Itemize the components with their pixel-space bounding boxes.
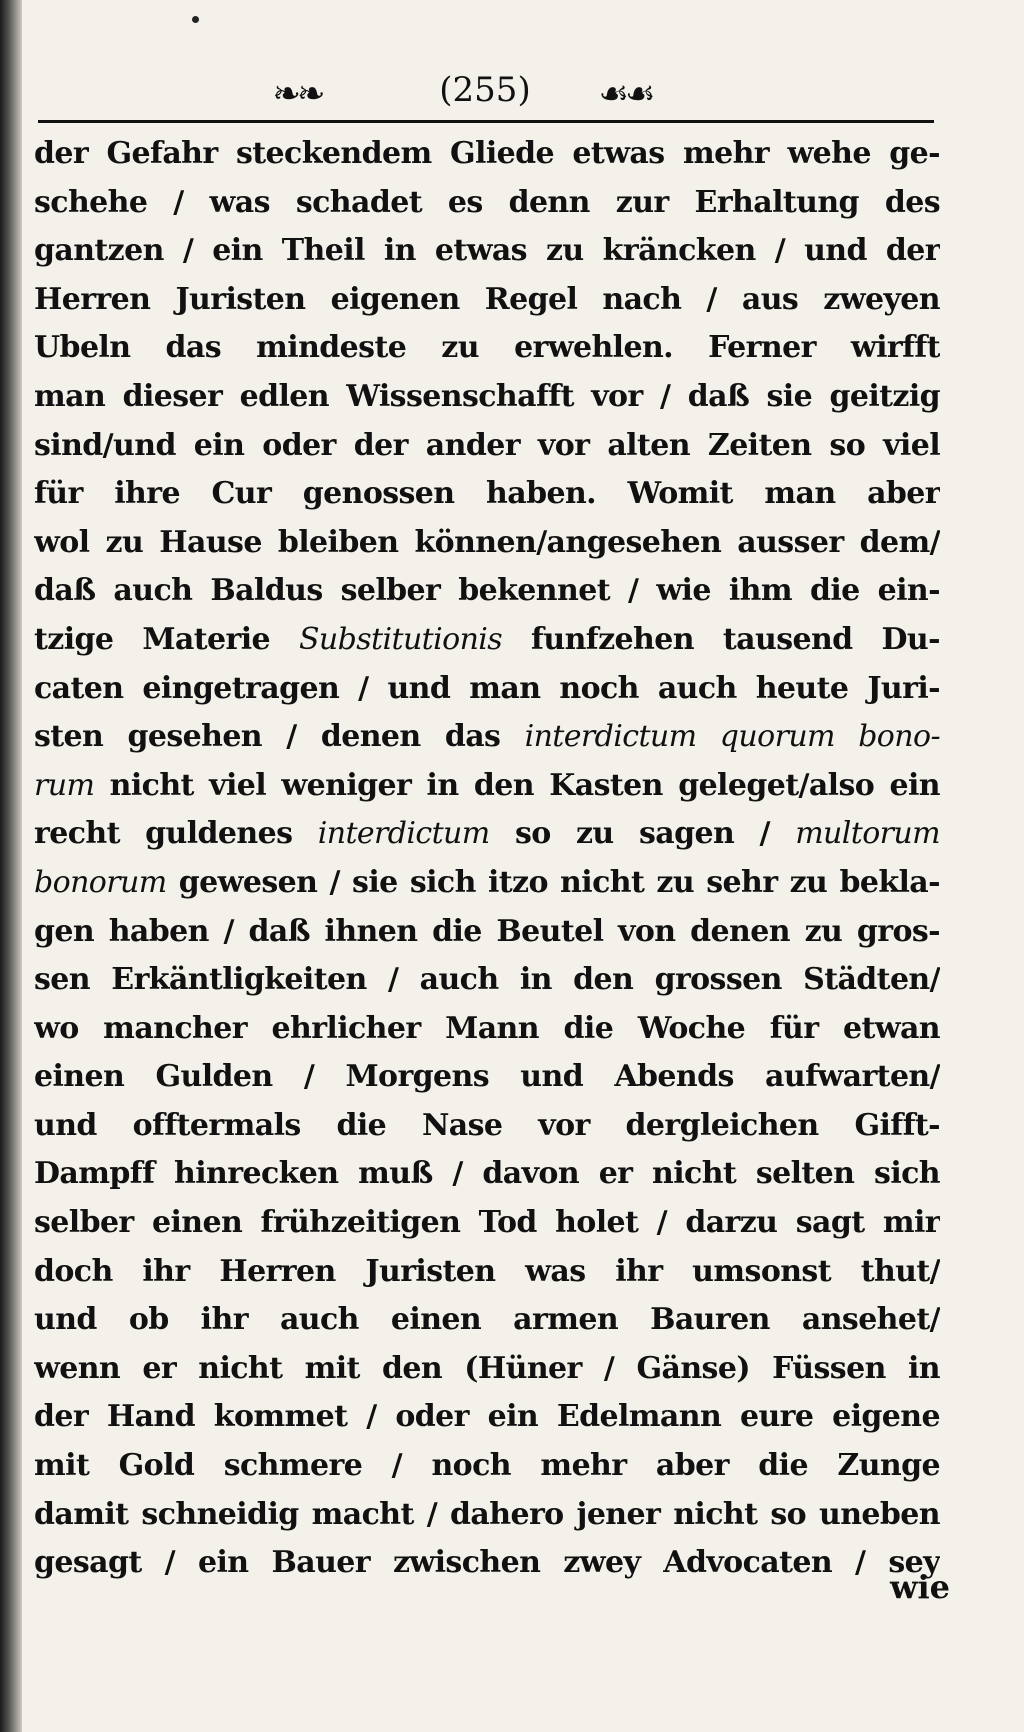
text-line: [34, 1053, 940, 1102]
text-segment: gantzen / ein Theil in etwas zu kräncken / und der: [34, 233, 940, 269]
header-rule: [38, 120, 934, 123]
text-line: [34, 665, 940, 714]
text-segment: sten gesehen / denen das: [34, 719, 525, 755]
text-line: [34, 567, 940, 616]
text-line: [34, 470, 940, 519]
text-line: [34, 1248, 940, 1297]
text-line: [34, 810, 940, 859]
text-segment: wenn er nicht mit den (Hüner / Gänse) Füssen in: [34, 1350, 940, 1386]
text-line: [34, 1150, 940, 1199]
text-line: [34, 1296, 940, 1345]
text-segment: Ubeln das mindeste zu erwehlen. Ferner wirfft: [34, 330, 940, 366]
body-text: [34, 130, 940, 1588]
text-segment: gesagt / ein Bauer zwischen zwey Advocaten / sey: [34, 1545, 940, 1581]
text-line: [34, 859, 940, 908]
latin-term: bonorum: [34, 864, 167, 900]
text-segment: gewesen / sie sich itzo nicht zu sehr zu bekla-: [166, 864, 940, 900]
text-line: [34, 1199, 940, 1248]
page-gutter-shadow: [0, 0, 22, 1732]
text-segment: mit Gold schmere / noch mehr aber die Zunge: [34, 1448, 940, 1484]
text-segment: funfzehen tausend Du-: [502, 621, 940, 657]
text-segment: man dieser edlen Wissenschafft vor / daß sie geitzig: [34, 378, 940, 414]
latin-term: Substitutionis: [298, 621, 503, 657]
latin-term: interdictum: [317, 816, 490, 852]
text-segment: Dampff hinrecken muß / davon er nicht selten sich: [34, 1156, 940, 1192]
ink-speck: [192, 16, 199, 23]
latin-term: rum: [34, 767, 95, 803]
text-line: [34, 616, 940, 665]
text-segment: damit schneidig macht / dahero jener nicht so uneben: [34, 1496, 940, 1532]
running-header: [30, 66, 940, 122]
text-line: [34, 519, 940, 568]
text-segment: für ihre Cur genossen haben. Womit man aber: [34, 476, 940, 512]
text-line: [34, 227, 940, 276]
text-line: [34, 1491, 940, 1540]
text-line: [34, 422, 940, 471]
text-line: [34, 130, 940, 179]
text-segment: selber einen frühzeitigen Tod holet / darzu sagt mir: [34, 1205, 940, 1241]
text-line: [34, 1345, 940, 1394]
text-line: [34, 324, 940, 373]
text-segment: Herren Juristen eigenen Regel nach / aus zweyen: [34, 281, 940, 317]
text-segment: und ob ihr auch einen armen Bauren ansehet/: [34, 1302, 940, 1338]
text-segment: daß auch Baldus selber bekennet / wie ihm die ein-: [34, 573, 940, 609]
text-line: [34, 713, 940, 762]
catchword: wie: [889, 1568, 950, 1606]
text-line: [34, 908, 940, 957]
text-segment: gen haben / daß ihnen die Beutel von denen zu gros-: [34, 913, 940, 949]
text-line: [34, 956, 940, 1005]
text-segment: schehe / was schadet es denn zur Erhaltung des: [34, 184, 940, 220]
text-line: [34, 762, 940, 811]
text-segment: einen Gulden / Morgens und Abends aufwarten/: [34, 1059, 940, 1095]
text-segment: sind/und ein oder der ander vor alten Zeiten so viel: [34, 427, 940, 463]
page-number: (255): [439, 70, 531, 110]
text-segment: wol zu Hause bleiben können/angesehen ausser dem/: [34, 524, 940, 560]
latin-term: multorum: [795, 816, 940, 852]
text-segment: doch ihr Herren Juristen was ihr umsonst thut/: [34, 1253, 940, 1289]
text-segment: recht guldenes: [34, 816, 318, 852]
text-line: [34, 1393, 940, 1442]
text-segment: sen Erkäntligkeiten / auch in den grossen Städten/: [34, 962, 940, 998]
text-line: [34, 1539, 940, 1588]
text-segment: wo mancher ehrlicher Mann die Woche für etwan: [34, 1010, 940, 1046]
text-segment: caten eingetragen / und man noch auch heute Juri-: [34, 670, 940, 706]
text-line: [34, 1442, 940, 1491]
text-segment: der Gefahr steckendem Gliede etwas mehr wehe ge-: [34, 136, 940, 171]
text-line: [34, 276, 940, 325]
text-segment: so zu sagen /: [489, 816, 796, 852]
text-line: [34, 179, 940, 228]
header-ornament-right-icon: ☙☙: [598, 74, 652, 114]
text-segment: nicht viel weniger in den Kasten geleget/also ein: [94, 767, 940, 803]
text-segment: tzige Materie: [34, 621, 299, 657]
text-line: [34, 1005, 940, 1054]
header-ornament-left-icon: ❧❧: [272, 74, 322, 114]
text-line: [34, 373, 940, 422]
latin-term: interdictum quorum bono-: [524, 719, 940, 755]
text-segment: der Hand kommet / oder ein Edelmann eure eigene: [34, 1399, 940, 1435]
text-segment: und offtermals die Nase vor dergleichen Gifft-: [34, 1107, 940, 1143]
text-line: [34, 1102, 940, 1151]
